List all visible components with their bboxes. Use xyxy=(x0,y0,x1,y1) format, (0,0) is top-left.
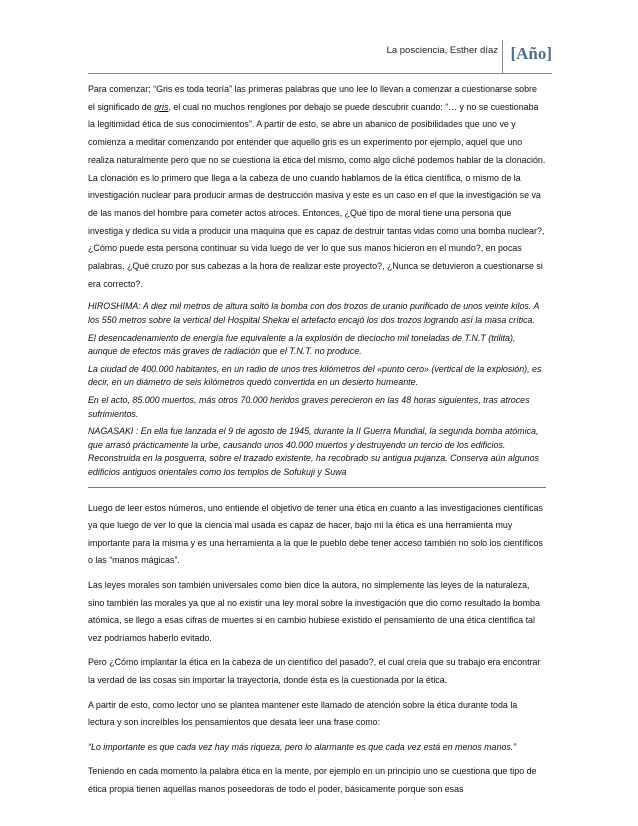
quote-hiroshima: HIROSHIMA: A diez mil metros de altura soltó la bomba con dos trozos de uranio purificado de unos veinte kilos. A los 550 metros sobre la vertical del Hospital Shekai el artefacto encajó los dos trozos logrando así la masa crítica. xyxy=(88,301,540,326)
header-year: [Año] xyxy=(502,40,552,73)
intro-text-b: , el cual no muchos renglones por debajo se puede descubrir cuando: “… y no se cuestionaba la legitimidad ética de sus conocimientos”. A partir de esto, se abre un abanico de posibilidades que uno ve y comienza a meditar comenzando por entender que aquello gris es un experimento por ejemplo, aquel que uno realiza naturalmente pero que no se cuestiona la ética del mismo, como algo cliché podemos hablar de la clonación. La clonación es lo primero que llega a la cabeza de uno cuando hablamos de la ética científica, o mismo de la investigación nuclear para producir armas de destrucción masiva y este es un caso en el que la investigación se va de las manos del hombre para cometer actos atroces. Entonces, ¿Qué tipo de moral tiene una persona que investiga y dedica su vida a producir una maquina que es capaz de destruir tantas vidas como una bomba nuclear?, ¿Cómo puede esta persona continuar su vida luego de ver lo que sus manos hicieron en el mundo?, en pocas palabras, ¿Qué cruzo por sus cabezas a la hora de realizar este proyecto?, ¿Nunca se detuvieron a cuestionarse si era correcto?. xyxy=(88,101,546,289)
header-author: La posciencia, Esther díaz xyxy=(386,45,498,56)
quote-energy: El desencadenamiento de energía fue equivalente a la explosión de dieciocho mil toneladas de T.N.T (trilita), aunque de efectos más graves de radiación que el T.N.T. no produce. xyxy=(88,332,516,357)
quote-city: La ciudad de 400.000 habitantes, en un radio de unos tres kilómetros del «punto cero» (vertical de la explosión), es decir, en un diámetro de seis kilómetros quedó convertida en un desierto humeante. xyxy=(88,363,542,388)
paragraph-5: A partir de esto, como lector uno se plantea mantener este llamado de atención sobre la ética durante toda la lectura y son increíbles los pensamientos que desata leer una frase como: xyxy=(88,699,518,728)
paragraph-4: Pero ¿Cómo implantar la ética en la cabeza de un científico del pasado?, el cual creía que su trabajo era encontrar la verdad de las cosas sin importar la trayectoria, donde ésta es la cuestionada por la ética. xyxy=(88,657,541,685)
paragraph-2: Luego de leer estos números, uno entiende el objetivo de tener una ética en cuanto a las investigaciones científicas ya que luego de ver lo que la ciencia mal usada es capaz de hacer, bajo mi la ética es una herramienta muy importante para la misma y es una herramienta a la que le pueblo debe tener acceso también no solo los científicos o las “manos mágicas”. xyxy=(88,502,543,566)
paragraph-3: Las leyes morales son también universales como bien dice la autora, no simplemente las leyes de la naturaleza, sino también las morales ya que al no existir una ley moral sobre la investigación que dio como resultado la bomba atómica, se llego a esas cifras de muertes si en cambio hubiese existido el pensamiento de una ética científica tal vez podríamos haberlo evitado. xyxy=(88,579,540,643)
paragraph-quote-riqueza: “Lo importante es que cada vez hay más riqueza, pero lo alarmante es que cada vez está en menos manos.” xyxy=(88,741,517,752)
page-header xyxy=(88,38,552,74)
quote-deaths: En el acto, 85.000 muertos, más otros 70.000 heridos graves perecieron en las 48 horas siguientes, tras atroces sufrimientos. xyxy=(88,395,530,419)
history-quote-block xyxy=(88,300,546,487)
intro-paragraph xyxy=(88,81,546,293)
document-body xyxy=(88,81,546,805)
paragraph-7: Teniendo en cada momento la palabra ética en la mente, por ejemplo en un principio uno se cuestiona que tipo de ética propia tienen aquellas manos poseedoras de todo el poder, básicamente porque son esas xyxy=(88,766,537,794)
quote-nagasaki: NAGASAKI : En ella fue lanzada el 9 de agosto de 1945, durante la II Guerra Mundial, la segunda bomba atómica, que arrasó prácticamente la urbe, causando unos 40.000 muertos y destruyendo un tercio de los edificios. Reconstruida en la posguerra, sobre el trazado existente, ha recobrado su antigua pujanza. Conserva aún algunos edificios antiguos orientales como los templos de Sofukuji y Suwa xyxy=(88,426,539,477)
intro-gris-word: gris xyxy=(154,101,169,112)
intro-text-a: Para comenzar; “Gris es toda teoría” las primeras palabras que uno lee lo llevan a comenzar a cuestionarse sobre el significado de xyxy=(88,84,537,112)
